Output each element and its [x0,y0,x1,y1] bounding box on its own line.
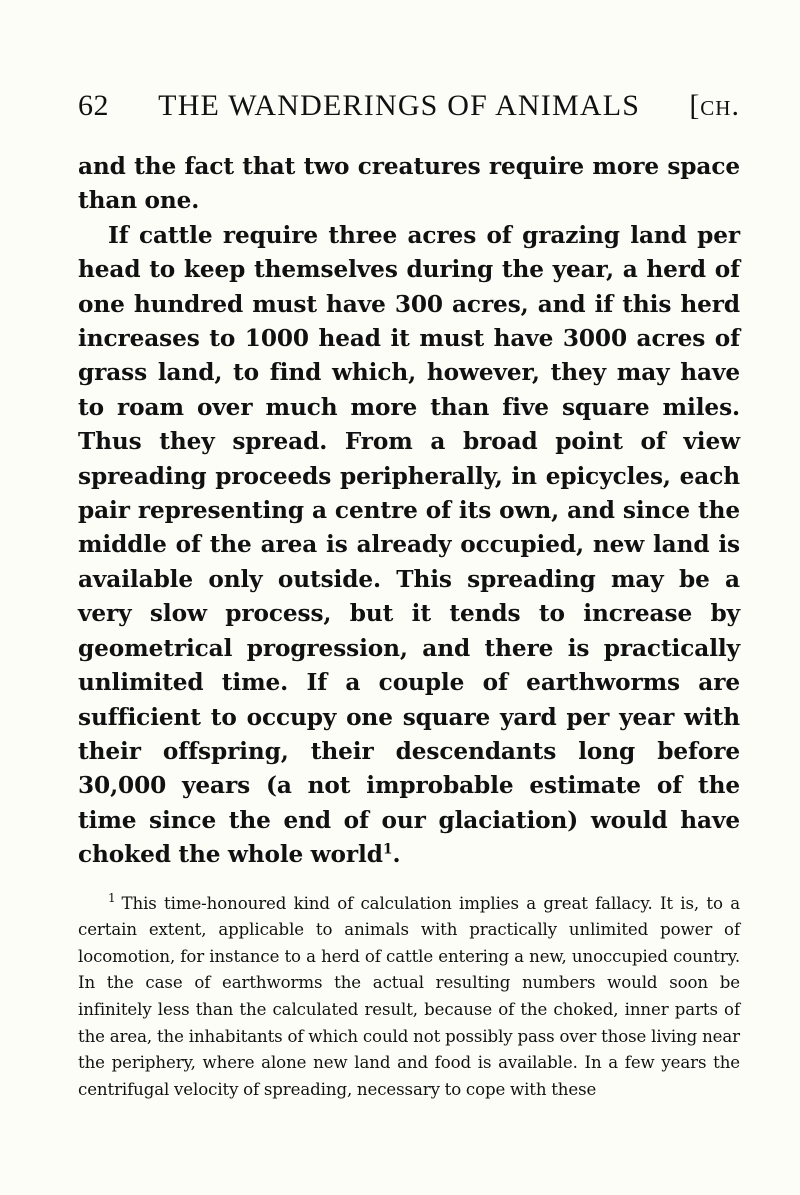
footnotes [78,891,740,1104]
footnote [78,891,740,1104]
paragraph: If cattle require three acres of grazing land per head to keep themselves during the year, a herd of one hundred must have 300 acres, and if this herd increases to 1000 head it must have 3000 acres of grass land, to find which, however, they may have to roam over much more than five square miles. Thus they spread. From a broad point of view spreading proceeds peripherally, in epicycles, each pair representing a centre of its own, and since the middle of the area is already occupied, new land is available only outside. This spreading may be a very slow process, but it tends to increase by geometrical progression, and there is practically unlimited time. If a couple of earthworms are sufficient to occupy one square yard per year with their offspring, their descendants long before 30,000 years (a not improbable estimate of the time since the end of our glaciation) would have choked the whole world$^1$. [78,221,740,869]
book-page [78,86,740,1103]
chapter-marker: [ch. [689,89,740,122]
footnote-mark: 1 [108,891,116,905]
main-text [78,150,740,873]
page-number: 62 [78,89,109,122]
footnote-text: This time-honoured kind of calculation implies a great fallacy. It is, to a certain extent, applicable to animals with practically unlimited power of locomotion, for instance to a herd of cattle entering a new, unoccupied country. In the case of earthworms the actual resulting numbers would soon be infinitely less than the calculated result, because of the choked, inner parts of the area, the inhabitants of which could not possibly pass over those living near the periphery, where alone new land and food is available. In a few years the centrifugal velocity of spreading, necessary to cope with these [78,893,740,1099]
paragraph-continued: and the fact that two creatures require more space than one. [78,153,740,215]
footnote-reference: 1 [382,841,393,858]
running-title: THE WANDERINGS OF ANIMALS [158,89,641,122]
running-header [78,86,740,126]
paragraph-text: If cattle require three acres of grazing land per head to keep themselves during the year, a herd of one hundred must have 300 acres, and if this herd increases to 1000 head it must have 3000 acres of grass land, to find which, however, they may have to roam over much more than five square miles. Thus they spread. From a broad point of view spreading proceeds peripherally, in epicycles, each pair representing a centre of its own, and since the middle of the area is already occupied, new land is available only outside. This spreading may be a very slow process, but it tends to increase by geometrical progression, and there is practically unlimited time. If a couple of earthworms are sufficient to occupy one square yard per year with their offspring, their descendants long before 30,000 years (a not improbable estimate of the time since the end of our glaciation) would have choked the whole world [78,221,740,869]
